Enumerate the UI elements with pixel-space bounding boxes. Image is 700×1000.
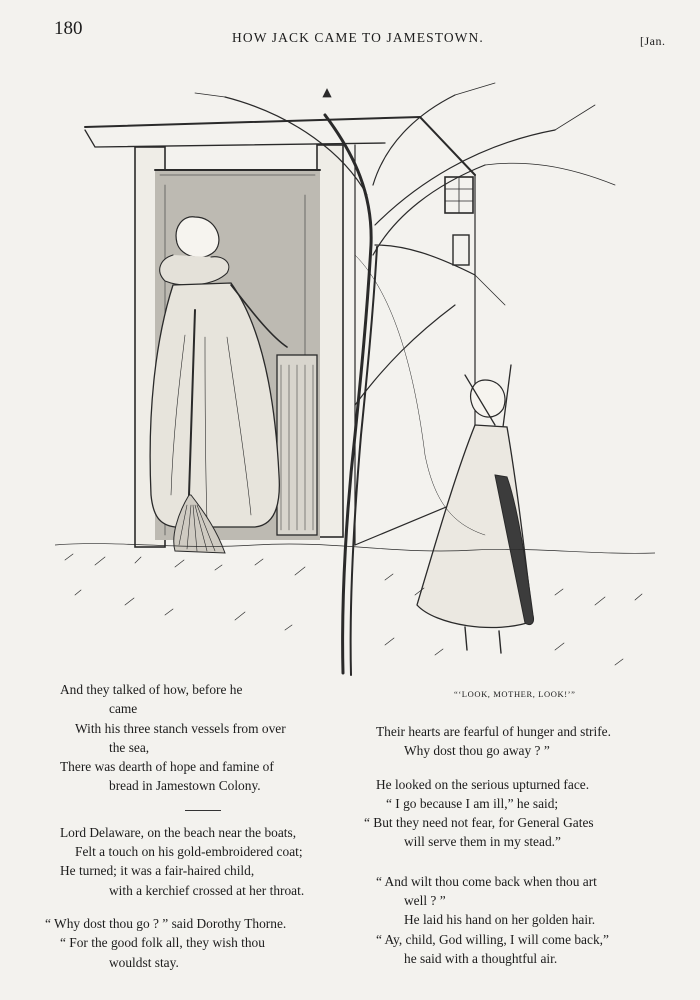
- verse-line: “ But they need not fear, for General Gates: [364, 815, 594, 831]
- left-stanza-1: [45, 680, 355, 796]
- verse-line: “ Why dost thou go ? ” said Dorothy Thorne.: [45, 915, 287, 931]
- verse-line: Their hearts are fearful of hunger and strife.: [376, 724, 611, 739]
- verse-line: Lord Delaware, on the beach near the boats,: [60, 824, 297, 840]
- month-abbreviation: [Jan.: [640, 34, 666, 48]
- verse-line: well ? ”: [404, 893, 446, 909]
- section-divider: [185, 810, 221, 811]
- verse-line: “ For the good folk all, they wish thou: [60, 935, 265, 951]
- verse-line: will serve them in my stead.”: [404, 834, 561, 850]
- verse-line: he said with a thoughtful air.: [404, 950, 558, 966]
- left-column: [45, 680, 355, 986]
- verse-line: Felt a touch on his gold-embroidered coat;: [75, 844, 303, 860]
- verse-line: “ I go because I am ill,” he said;: [386, 795, 559, 811]
- illustration-artwork: [55, 75, 655, 685]
- verse-line: And they talked of how, before he: [60, 682, 243, 697]
- verse-line: There was dearth of hope and famine of: [60, 759, 274, 775]
- verse-line: came: [109, 701, 138, 717]
- verse-line: the sea,: [109, 739, 150, 755]
- running-title: HOW JACK CAME TO JAMESTOWN.: [232, 30, 484, 45]
- verse-line: He turned; it was a fair-haired child,: [60, 863, 255, 879]
- right-stanza-3: [364, 872, 664, 968]
- half-door: [277, 355, 317, 535]
- verse-line: Why dost thou go away ? ”: [404, 743, 550, 759]
- left-stanza-3: [45, 914, 355, 972]
- verse-line: with a kerchief crossed at her throat.: [109, 882, 305, 898]
- engraving-illustration: [55, 75, 655, 685]
- right-stanza-1: [364, 722, 664, 761]
- verse-line: bread in Jamestown Colony.: [109, 778, 261, 794]
- verse-line: He laid his hand on her golden hair.: [404, 912, 596, 928]
- verse-line: “ Ay, child, God willing, I will come back,”: [376, 931, 609, 947]
- left-stanza-2: [45, 823, 355, 900]
- right-stanza-2: [364, 775, 664, 852]
- right-column: [364, 722, 664, 982]
- page-number: 180: [54, 18, 83, 39]
- illustration-caption: “‘LOOK, MOTHER, LOOK!’”: [454, 689, 576, 699]
- verse-line: wouldst stay.: [109, 954, 179, 970]
- verse-line: “ And wilt thou come back when thou art: [376, 873, 597, 889]
- verse-line: He looked on the serious upturned face.: [376, 776, 590, 792]
- verse-line: With his three stanch vessels from over: [75, 720, 286, 736]
